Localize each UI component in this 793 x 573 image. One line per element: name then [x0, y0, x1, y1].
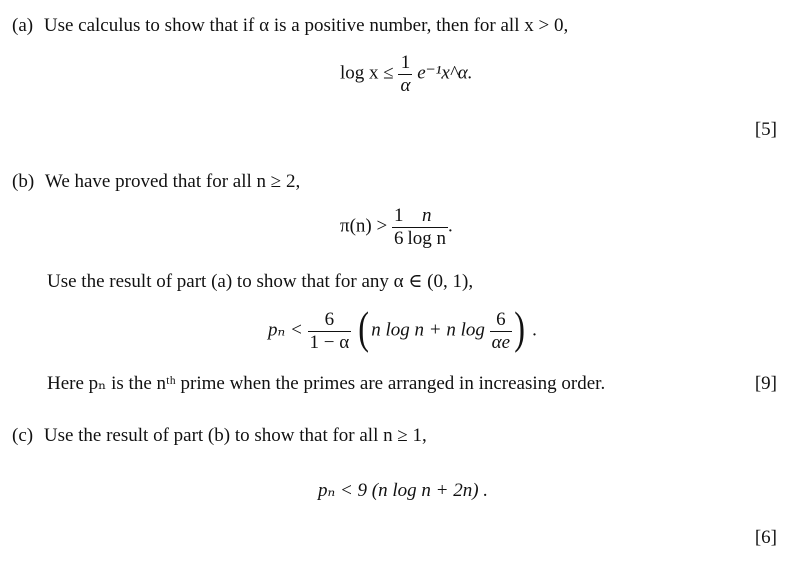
- part-b-eq1-frac1-den: 6: [393, 227, 404, 249]
- part-b-equation-2: [268, 302, 537, 354]
- part-b-eq2-inner-fraction: [490, 309, 512, 354]
- part-b-eq2-inner-frac-num: 6: [490, 309, 512, 332]
- part-b-eq1-lhs: π(n) >: [340, 215, 388, 237]
- part-b-eq2-frac-den: 1 − α: [309, 331, 350, 353]
- part-b-eq1-frac2-num: n: [405, 205, 448, 228]
- part-b-eq1-frac2-den: log n: [407, 227, 446, 249]
- part-a-equation: [340, 52, 473, 97]
- part-b-eq1-frac1-num: 1: [393, 205, 404, 226]
- part-b-eq1-fraction-2: [405, 205, 448, 250]
- part-a-eq-rhs: e⁻¹x^α.: [417, 62, 473, 84]
- part-a-eq-frac-den: α: [400, 74, 411, 96]
- part-b-eq2-fraction: [308, 309, 352, 354]
- part-c-marks: [6]: [754, 527, 777, 548]
- part-a-eq-fraction: [398, 52, 412, 97]
- part-a-question: [12, 16, 568, 35]
- part-c-equation: pₙ < 9 (n log n + 2n) .: [318, 480, 489, 501]
- part-b-eq2-left-paren: (: [358, 302, 369, 353]
- part-a-eq-lhs: log x ≤: [340, 62, 394, 84]
- part-b-text-3: Here pₙ is the nᵗʰ prime when the primes are arranged in increasing order.: [47, 373, 606, 394]
- part-a-marks: [5]: [754, 119, 777, 140]
- part-b-eq2-lhs: pₙ <: [268, 319, 303, 341]
- part-b-eq2-inner-frac-den: αe: [491, 331, 511, 353]
- part-c-text: Use the result of part (b) to show that for all n ≥ 1,: [43, 425, 427, 446]
- part-b-equation-1: [340, 205, 453, 250]
- part-b-marks: [9]: [754, 373, 777, 394]
- part-b-question: [12, 172, 300, 191]
- part-a-text: Use calculus to show that if α is a positive number, then for all x > 0,: [43, 15, 569, 36]
- part-b-text-2: Use the result of part (a) to show that for any α ∈ (0, 1),: [47, 271, 474, 292]
- part-b-text: We have proved that for all n ≥ 2,: [44, 171, 301, 192]
- part-b-eq2-inner: n log n + n log: [371, 319, 485, 341]
- part-b-label: (b): [12, 171, 35, 192]
- part-b-eq2-right-paren: ): [514, 302, 526, 353]
- part-c-question: [12, 426, 427, 445]
- part-b-eq1-fraction-1: [392, 205, 406, 250]
- part-b-eq2-frac-num: 6: [308, 309, 352, 332]
- part-b-eq2-end: .: [532, 319, 537, 341]
- part-a-eq-frac-num: 1: [398, 52, 412, 75]
- part-b-eq1-end: .: [448, 215, 453, 237]
- part-a-label: (a): [12, 15, 34, 36]
- part-c-label: (c): [12, 425, 34, 446]
